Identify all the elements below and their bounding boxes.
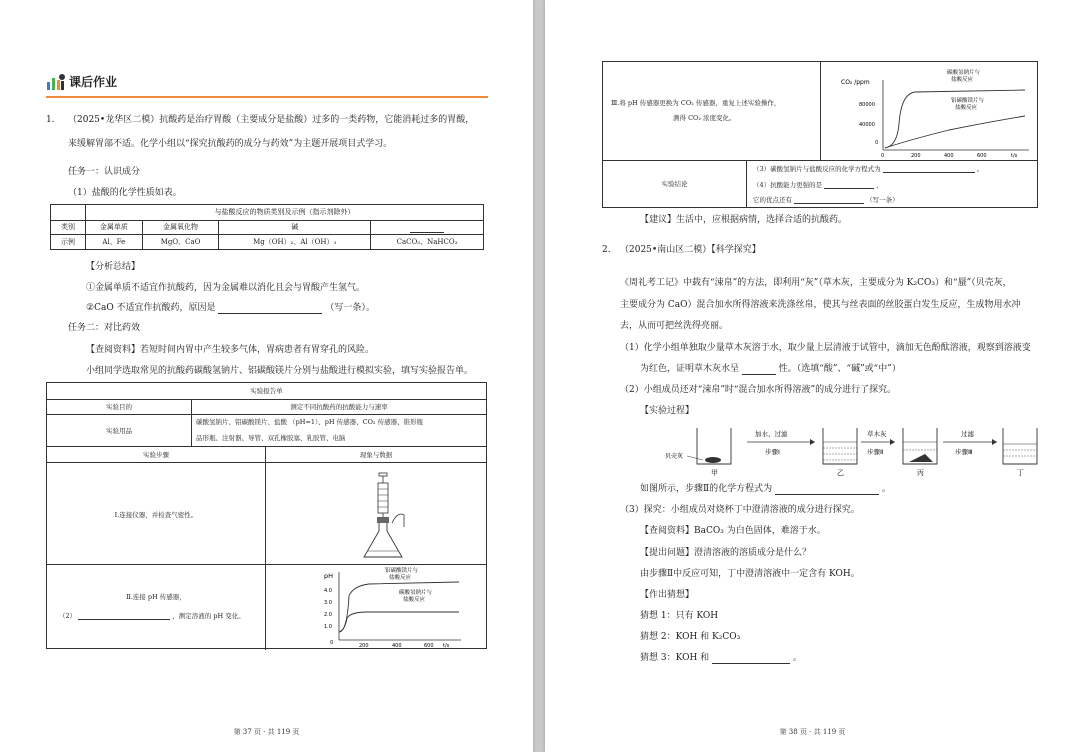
table1-example-salt: CaCO₃、NaHCO₃ <box>371 235 484 250</box>
step2-blank[interactable] <box>78 611 170 620</box>
conclusion-4b <box>753 195 899 204</box>
ph-curve-nahco3 <box>339 612 459 632</box>
table1-type-blank[interactable] <box>371 221 484 235</box>
table1-type-base: 碱 <box>219 221 371 235</box>
conclusion-4b-text: 它的优点还有 <box>753 196 792 204</box>
arrow2-top: 草木灰 <box>867 430 887 438</box>
q2-p3: 去，从而可把丝洗得亮丽。 <box>620 321 729 331</box>
q2-s1b-post: 性。（选填“酸”、“碱”或“中”） <box>778 364 901 374</box>
guess-3-blank[interactable] <box>712 654 790 664</box>
co2-xtick-600: 600 <box>977 153 987 158</box>
guess-title: 【作出猜想】 <box>640 590 695 600</box>
step3-line1: Ⅲ.将 pH 传感器更换为 CO₂ 传感器，重复上述实验操作， <box>611 99 781 107</box>
table1-type-metal-oxide: 金属氧化物 <box>142 221 219 235</box>
process-title: 【实验过程】 <box>640 406 695 416</box>
step3-line2: 测得 CO₂ 浓度变化。 <box>673 114 736 122</box>
q1-number: 1. <box>46 115 55 125</box>
co2-curve-al-mg <box>885 116 1025 148</box>
shell-ash-label: 贝壳灰 <box>665 453 684 460</box>
q2-s2: （2）小组成员还对“涑帛”时“混合加水所得溶液”的成分进行了探究。 <box>620 385 897 395</box>
page-38 <box>545 0 1080 752</box>
q2-s1a: （1）化学小组单独取少量草木灰溶于水，取少量上层清液于试管中，滴加无色酚酞溶液，观察到溶液变 <box>620 343 1031 353</box>
arrow3-bottom: 步骤Ⅲ <box>955 448 973 456</box>
left-footer: 第 37 页 · 共 119 页 <box>233 728 300 736</box>
step2-line2 <box>59 611 245 620</box>
q2-known: 由步骤Ⅱ中反应可知，丁中澄清溶液中一定含有 KOH。 <box>640 569 860 579</box>
acid-properties-table <box>50 204 484 250</box>
analysis-2 <box>86 303 375 314</box>
table1-example-label: 示例 <box>51 235 86 250</box>
conclusion-3 <box>753 164 983 173</box>
arrow1-top: 加水、过滤 <box>755 430 788 438</box>
co2-label-bottom-2: 盐酸反应 <box>955 105 978 111</box>
table1-example-metal-oxide: MgO、CaO <box>142 235 219 250</box>
conclusion-4b-blank[interactable] <box>794 195 864 204</box>
apparatus-flask-syringe <box>352 471 422 563</box>
q2-p1: 《周礼考工记》中载有“涑帛”的方法，即利用“灰”（草木灰，主要成分为 K₂CO₃）和“蜃”（贝壳灰， <box>620 278 1012 288</box>
suggestion: 【建议】生活中，应根据病情，选择合适的抗酸药。 <box>640 215 848 225</box>
co2-ytick-80000: 80000 <box>859 102 875 108</box>
table1-type-metal: 金属单质 <box>86 221 143 235</box>
step2-post: ，测定溶液的 pH 变化。 <box>172 612 245 620</box>
arrow2-bottom: 步骤Ⅱ <box>867 448 884 456</box>
ph-label-top-2: 盐酸反应 <box>389 575 412 581</box>
ph-chart-ylabel: pH <box>324 572 334 580</box>
step2-line1: Ⅱ.连接 pH 传感器， <box>126 593 186 601</box>
step2-pre: （2） <box>59 612 77 620</box>
step1-text: Ⅰ.连接仪器，并检查气密性。 <box>114 511 198 519</box>
homework-icon <box>46 73 66 91</box>
desc-text: 小组同学选取常见的抗酸药碳酸氢钠片、铝碳酸镁片分别与盐酸进行模拟实验，填写实验报告单。 <box>86 366 474 376</box>
beaker-yi <box>823 428 857 464</box>
conclusion-4b-post: （写一条） <box>866 196 899 204</box>
purpose-text: 测定不同抗酸药的抗酸能力与速率 <box>290 403 388 411</box>
q2-p2: 主要成分为 CaO）混合加水所得溶液来洗涤丝帛，使其与丝表面的丝胶蛋白发生反应，生成物用水冲 <box>620 300 1021 310</box>
ph-xtick-600: 600 <box>424 643 434 648</box>
experiment-diagram <box>663 420 983 480</box>
q2-number: 2. <box>602 245 611 255</box>
table1-type-label: 类别 <box>51 221 86 235</box>
ph-ytick-2: 2.0 <box>324 612 332 618</box>
phenomena-label: 现象与数据 <box>359 451 393 459</box>
q2-question: 【提出问题】澄清溶液的溶质成分是什么？ <box>640 548 812 558</box>
q2-eq-blank[interactable] <box>775 485 879 495</box>
ph-label-bottom-2: 盐酸反应 <box>403 597 426 603</box>
analysis-1: ①金属单质不适宜作抗酸药，因为金属难以消化且会与胃酸产生氢气。 <box>86 283 366 293</box>
supplies-line2: 品形瓶、注射器、导管、双孔橡胶塞、乳胶管、电脑 <box>196 434 346 442</box>
guess-2: 猜想 2：KOH 和 K₂CO₃ <box>640 632 741 642</box>
ph-label-bottom-1: 碳酸氢钠片与 <box>399 590 433 596</box>
q2-s1b-blank[interactable] <box>742 365 776 375</box>
section-title: 课后作业 <box>69 75 118 89</box>
co2-xtick-0: 0 <box>881 153 885 158</box>
label-ding: 丁 <box>1017 469 1024 477</box>
q2-s3: （3）探究：小组成员对烧杯丁中澄清溶液的成分进行探究。 <box>620 505 860 515</box>
supplies-label: 实验用品 <box>106 427 132 435</box>
guess-3 <box>640 653 802 664</box>
q2-equation <box>640 484 891 495</box>
experiment-diagram-right <box>937 420 1067 480</box>
conclusion-4-blank[interactable] <box>824 180 874 189</box>
analysis-2-pre: ②CaO 不适宜作抗酸药，原因是 <box>86 303 216 313</box>
beaker-ding <box>1003 428 1037 464</box>
conclusion-label: 实验结论 <box>661 180 688 188</box>
q2-title: （2025•南山区二模）【科学探究】 <box>620 245 761 255</box>
co2-ytick-0: 0 <box>875 140 879 146</box>
ph-ytick-1: 1.0 <box>324 624 332 630</box>
task2-title: 任务二：对比药效 <box>68 323 141 333</box>
q2-eq-pre: 如图所示，步骤Ⅱ的化学方程式为 <box>640 484 773 494</box>
guess-3-pre: 猜想 3：KOH 和 <box>640 653 710 663</box>
table1-example-metal: Al、Fe <box>86 235 143 250</box>
right-footer: 第 38 页 · 共 119 页 <box>779 728 846 736</box>
ph-xtick-400: 400 <box>392 643 402 648</box>
section-divider <box>46 96 488 98</box>
conclusion-3-text: （3）碳酸氢钠片与盐酸反应的化学方程式为 <box>753 165 881 173</box>
steps-label: 实验步骤 <box>143 451 169 459</box>
ph-xlabel: t/s <box>443 643 450 648</box>
shell-ash-solid <box>705 457 721 463</box>
ph-ytick-3: 3.0 <box>324 600 332 606</box>
q2-s1b-pre: 为红色，证明草木灰水呈 <box>640 364 740 374</box>
analysis-2-post: （写一条）。 <box>325 303 375 313</box>
arrow1-bottom: 步骤Ⅰ <box>765 448 780 456</box>
report-table <box>46 382 487 649</box>
supplies-line1: 碳酸氢钠片、铝碳酸镁片、盐酸 （pH=1）、pH 传感器、CO₂ 传感器、锥形瓶 <box>196 418 424 426</box>
co2-xtick-200: 200 <box>911 153 921 158</box>
co2-xlabel: t/s <box>1011 153 1018 158</box>
co2-xtick-400: 400 <box>944 153 954 158</box>
analysis-2-blank[interactable] <box>218 304 322 314</box>
co2-chart <box>839 64 1035 158</box>
page-37 <box>0 0 533 752</box>
label-bing: 丙 <box>917 469 924 477</box>
q2-info: 【查阅资料】BaCO₃ 为白色固体，难溶于水。 <box>640 526 826 536</box>
conclusion-4-text: （4）抗酸能力更强的是 <box>753 181 823 189</box>
conclusion-3-blank[interactable] <box>883 164 975 173</box>
q1-intro-line1: （2025•龙华区二模）抗酸药是治疗胃酸（主要成分是盐酸）过多的一类药物，它能消耗过多的胃酸， <box>68 115 475 125</box>
co2-label-top-2: 盐酸反应 <box>951 77 974 83</box>
ph-chart <box>321 566 481 648</box>
info-text: 【查阅资料】若短时间内胃中产生较多气体，胃病患者有胃穿孔的风险。 <box>86 345 375 355</box>
q2-s1b <box>640 364 901 375</box>
table1-header: 与盐酸反应的物质类别及示例（指示剂除外） <box>86 205 484 221</box>
analysis-title: 【分析总结】 <box>86 262 141 272</box>
conclusion-3-period: 。 <box>976 165 984 173</box>
table1-example-base: Mg（OH）₂、Al（OH）₃ <box>219 235 371 250</box>
report-table-continued <box>602 61 1038 208</box>
q2-eq-post: 。 <box>881 484 891 494</box>
q1-intro-line2: 来缓解胃部不适。化学小组以“探究抗酸药的成分与药效”为主题开展项目式学习。 <box>68 139 393 149</box>
guess-1: 猜想 1：只有 KOH <box>640 611 719 621</box>
conclusion-4-comma: ， <box>876 181 883 189</box>
task1-title: 任务一：认识成分 <box>68 167 141 177</box>
ph-label-top-1: 铝碳酸镁片与 <box>385 568 419 574</box>
arrow3-top: 过滤 <box>961 430 974 438</box>
report-title: 实验报告单 <box>250 387 283 395</box>
conclusion-4 <box>753 180 883 189</box>
co2-ytick-40000: 40000 <box>859 122 875 128</box>
ph-ytick-0: 0 <box>330 640 334 646</box>
sub1: （1）盐酸的化学性质如表。 <box>68 188 182 198</box>
ph-xtick-200: 200 <box>359 643 369 648</box>
label-yi: 乙 <box>837 469 844 477</box>
guess-3-post: 。 <box>792 653 802 663</box>
co2-label-bottom-1: 铝碳酸镁片与 <box>951 98 985 104</box>
ph-ytick-4: 4.0 <box>324 588 332 594</box>
co2-chart-ylabel: CO₂ /ppm <box>841 79 870 86</box>
co2-label-top-1: 碳酸氢钠片与 <box>947 70 981 76</box>
purpose-label: 实验目的 <box>106 403 132 411</box>
label-jia: 甲 <box>711 469 718 477</box>
